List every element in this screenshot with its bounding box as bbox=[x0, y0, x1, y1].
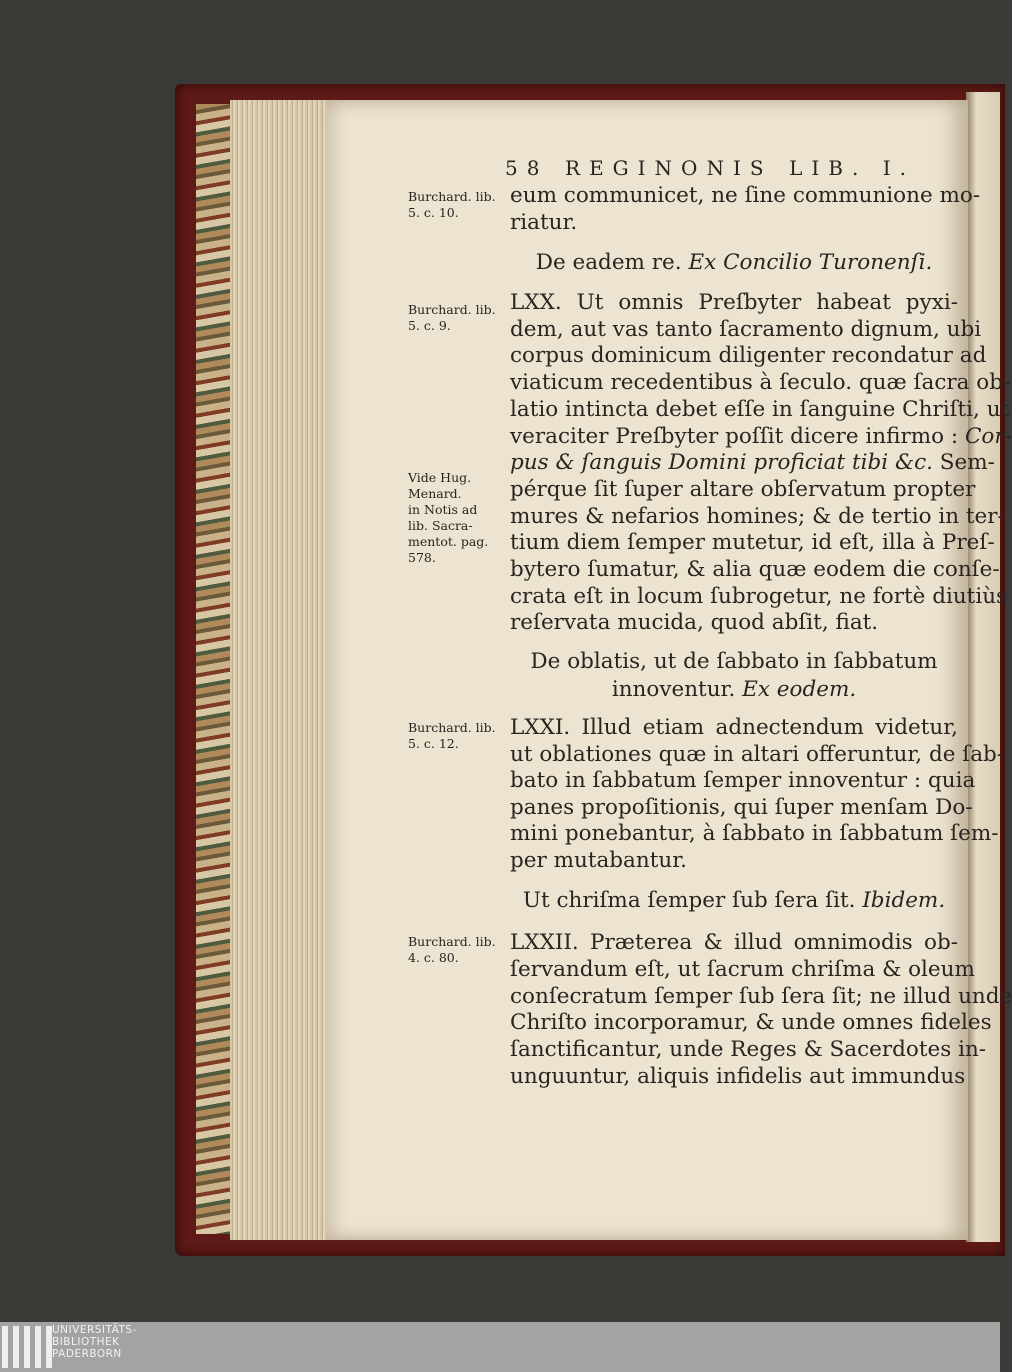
text: LXX. Ut omnis Preſbyter habeat pyxi- bbox=[510, 290, 958, 315]
text-line bbox=[510, 609, 958, 636]
text: dem, aut vas tanto ſacramento dignum, ubi bbox=[510, 316, 982, 342]
text-line bbox=[510, 714, 958, 741]
text-line bbox=[510, 529, 995, 556]
text-line bbox=[510, 249, 958, 276]
text: mini ponebantur, à ſabbato in ſabbatum ſem- bbox=[510, 821, 999, 847]
text: ſanctificantur, unde Reges & Sacerdotes in- bbox=[510, 1037, 987, 1063]
text-line bbox=[510, 209, 958, 236]
margin-note: Burchard. lib. 5. c. 9. bbox=[408, 302, 496, 333]
text-line bbox=[510, 342, 987, 369]
text-line bbox=[510, 423, 1012, 450]
text: ut oblationes quæ in altari offeruntur, de ſab- bbox=[510, 741, 1005, 767]
text: eum communicet, ne ſine communione mo- bbox=[510, 183, 981, 208]
text: unguuntur, aliquis infidelis aut immundus bbox=[510, 1064, 966, 1089]
text: crata eſt in locum ſubrogetur, ne fortè diutiùs bbox=[510, 583, 1008, 609]
text-line bbox=[510, 449, 995, 476]
text: veraciter Preſbyter poſſit dicere infirmo : bbox=[510, 423, 965, 449]
running-title: REGINONIS bbox=[565, 156, 773, 180]
italic-text: Cor- bbox=[964, 423, 1012, 449]
library-footer bbox=[0, 1322, 1000, 1372]
text-line bbox=[510, 289, 958, 316]
text-line bbox=[510, 583, 1008, 610]
text-line bbox=[510, 1036, 987, 1063]
text: corpus dominicum diligenter recondatur ad bbox=[510, 343, 987, 369]
text: bytero ſumatur, & alia quæ eodem die conſe- bbox=[510, 557, 1000, 582]
logo-line: BIBLIOTHEK bbox=[52, 1336, 120, 1348]
text-line bbox=[510, 929, 958, 956]
page-edges bbox=[230, 100, 328, 1240]
text: innoventur. bbox=[611, 677, 743, 702]
text-line bbox=[510, 503, 1005, 530]
italic-text: Ex eodem. bbox=[742, 677, 857, 702]
italic-text: Ibidem. bbox=[862, 888, 946, 913]
text-line bbox=[510, 182, 981, 209]
text-line bbox=[510, 887, 958, 914]
page-number: 58 bbox=[505, 156, 549, 180]
library-logo-text bbox=[52, 1324, 137, 1360]
text: riatur. bbox=[510, 210, 578, 235]
library-logo-icon bbox=[2, 1326, 52, 1368]
margin-note: Burchard. lib. 4. c. 80. bbox=[408, 934, 496, 965]
logo-line: UNIVERSITÄTS- bbox=[52, 1324, 137, 1336]
text-line bbox=[510, 820, 999, 847]
text: Ut chriſma ſemper ſub ſera ſit. bbox=[522, 888, 863, 913]
text-line bbox=[510, 847, 958, 874]
text-line bbox=[510, 396, 1010, 423]
facing-page-edge bbox=[966, 92, 1000, 1242]
text: panes propoſitionis, qui ſuper menſam Do- bbox=[510, 794, 973, 820]
running-header bbox=[505, 156, 915, 180]
text-line bbox=[510, 1009, 992, 1036]
text: mures & nefarios homines; & de tertio in ter- bbox=[510, 503, 1005, 529]
text-line bbox=[510, 794, 973, 821]
italic-text: pus & ſanguis Domini proficiat tibi &c. bbox=[510, 450, 933, 476]
text: viaticum recedentibus à ſeculo. quæ ſacra ob- bbox=[510, 370, 1011, 396]
text: pérque ſit ſuper altare obſervatum propter bbox=[510, 476, 976, 502]
text-line bbox=[510, 1063, 966, 1090]
text: LXXII. Præterea & illud omnimodis ob- bbox=[510, 930, 958, 955]
italic-text: Ex Concilio Turonenſi. bbox=[688, 250, 933, 275]
margin-note: Burchard. lib. 5. c. 12. bbox=[408, 720, 496, 751]
text: bato in ſabbatum ſemper innoventur : quia bbox=[510, 768, 976, 794]
text-line bbox=[510, 556, 1000, 583]
text-line bbox=[510, 956, 975, 983]
text: De eadem re. bbox=[535, 250, 689, 275]
text-line bbox=[510, 983, 1012, 1010]
text: Sem- bbox=[932, 450, 995, 476]
text: conſecratum ſemper ſub ſera ſit; ne illud unde bbox=[510, 983, 1012, 1009]
text: LXXI. Illud etiam adnectendum videtur, bbox=[510, 715, 958, 740]
margin-note: Vide Hug. Menard. in Notis ad lib. Sacra- mentot. pag. 578. bbox=[408, 470, 489, 565]
text: per mutabantur. bbox=[510, 848, 687, 873]
text: Chriſto incorporamur, & unde omnes fideles bbox=[510, 1010, 992, 1036]
text: latio intincta debet eſſe in ſanguine Chriſti, ut bbox=[510, 396, 1010, 422]
text-line bbox=[510, 316, 982, 343]
marbled-endpaper bbox=[196, 104, 230, 1234]
text: ſervandum eſt, ut ſacrum chriſma & oleum bbox=[510, 956, 975, 982]
book-number: LIB. I. bbox=[789, 156, 915, 180]
text-line bbox=[510, 369, 1011, 396]
text: reſervata mucida, quod abſit, fiat. bbox=[510, 610, 879, 636]
text-line bbox=[510, 676, 958, 703]
logo-line: PADERBORN bbox=[52, 1348, 122, 1360]
margin-note: Burchard. lib. 5. c. 10. bbox=[408, 189, 496, 220]
text-line bbox=[510, 767, 976, 794]
text: De oblatis, ut de ſabbato in ſabbatum bbox=[530, 649, 938, 674]
text: tium diem ſemper mutetur, id eſt, illa à Preſ- bbox=[510, 530, 995, 556]
text-line bbox=[510, 741, 1005, 768]
text-line bbox=[510, 476, 976, 503]
text-line bbox=[510, 648, 958, 675]
